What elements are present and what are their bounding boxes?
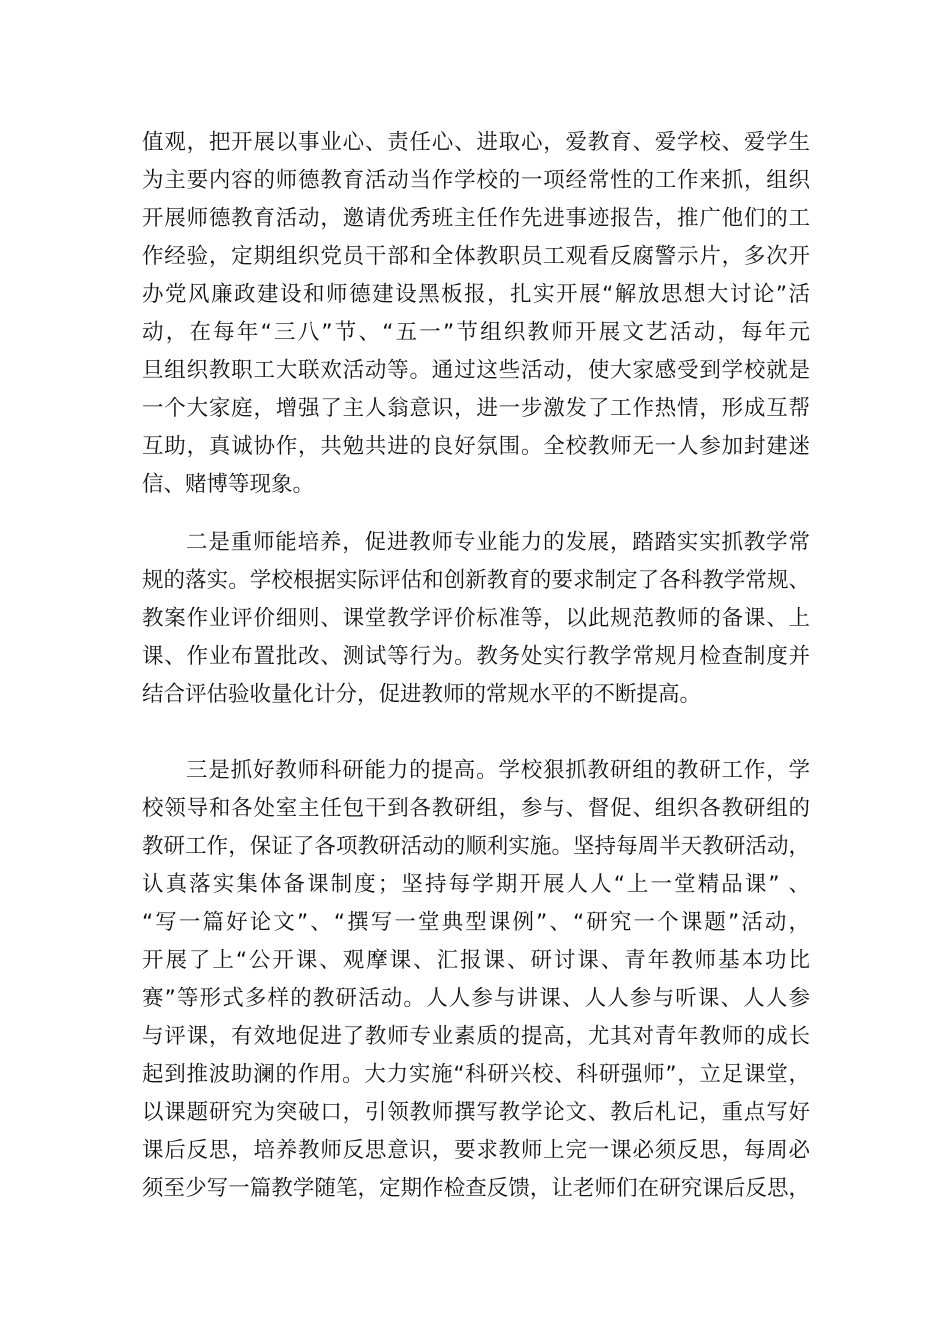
text-line: 教案作业评价细则、课堂教学评价标准等，以此规范教师的备课、上 — [142, 606, 810, 631]
text-line: 作经验，定期组织党员干部和全体教职员工观看反腐警示片，多次开 — [142, 244, 810, 269]
text-line: 起到推波助澜的作用。大力实施“科研兴校、科研强师”，立足课堂， — [142, 1062, 810, 1087]
paragraph-research-ability — [142, 752, 810, 1208]
text-line: 为主要内容的师德教育活动当作学校的一项经常性的工作来抓，组织 — [142, 168, 810, 193]
text-line: 办党风廉政建设和师德建设黑板报，扎实开展“解放思想大讨论”活 — [142, 282, 810, 307]
text-line: 教研工作，保证了各项教研活动的顺利实施。坚持每周半天教研活动， — [142, 834, 810, 859]
text-line: 赛”等形式多样的教研活动。人人参与讲课、人人参与听课、人人参 — [142, 986, 810, 1011]
text-line: 二是重师能培养，促进教师专业能力的发展，踏踏实实抓教学常 — [186, 530, 810, 555]
text-line: 课后反思，培养教师反思意识，要求教师上完一课必须反思，每周必 — [142, 1138, 810, 1163]
text-line: 开展师德教育活动，邀请优秀班主任作先进事迹报告，推广他们的工 — [142, 206, 810, 231]
text-line: 以课题研究为突破口，引领教师撰写教学论文、教后札记，重点写好 — [142, 1100, 810, 1125]
text-line: 须至少写一篇教学随笔，定期作检查反馈，让老师们在研究课后反思， — [142, 1176, 810, 1201]
paragraph-teacher-ethics — [142, 124, 810, 504]
text-line: 三是抓好教师科研能力的提高。学校狠抓教研组的教研工作，学 — [186, 758, 810, 783]
text-line: 一个大家庭，增强了主人翁意识，进一步激发了工作热情，形成互帮 — [142, 396, 810, 421]
text-line: 课、作业布置批改、测试等行为。教务处实行教学常规月检查制度并 — [142, 644, 810, 669]
text-line: 信、赌博等现象。 — [142, 472, 315, 497]
text-line: “写一篇好论文”、“撰写一堂典型课例”、“研究一个课题”活动， — [142, 910, 810, 935]
text-line: 校领导和各处室主任包干到各教研组，参与、督促、组织各教研组的 — [142, 796, 810, 821]
text-line: 互助，真诚协作，共勉共进的良好氛围。全校教师无一人参加封建迷 — [142, 434, 810, 459]
text-line: 旦组织教职工大联欢活动等。通过这些活动，使大家感受到学校就是 — [142, 358, 810, 383]
text-line: 与评课，有效地促进了教师专业素质的提高，尤其对青年教师的成长 — [142, 1024, 810, 1049]
text-line: 开展了上“公开课、观摩课、汇报课、研讨课、青年教师基本功比 — [142, 948, 810, 973]
paragraph-teaching-ability — [142, 524, 810, 714]
text-line: 认真落实集体备课制度；坚持每学期开展人人“上一堂精品课” 、 — [142, 872, 810, 897]
text-line: 动，在每年“三八”节、“五一”节组织教师开展文艺活动，每年元 — [142, 320, 810, 345]
text-line: 结合评估验收量化计分，促进教师的常规水平的不断提高。 — [142, 682, 702, 707]
text-line: 规的落实。学校根据实际评估和创新教育的要求制定了各科教学常规、 — [142, 568, 810, 593]
text-line: 值观，把开展以事业心、责任心、进取心，爱教育、爱学校、爱学生 — [142, 130, 810, 155]
